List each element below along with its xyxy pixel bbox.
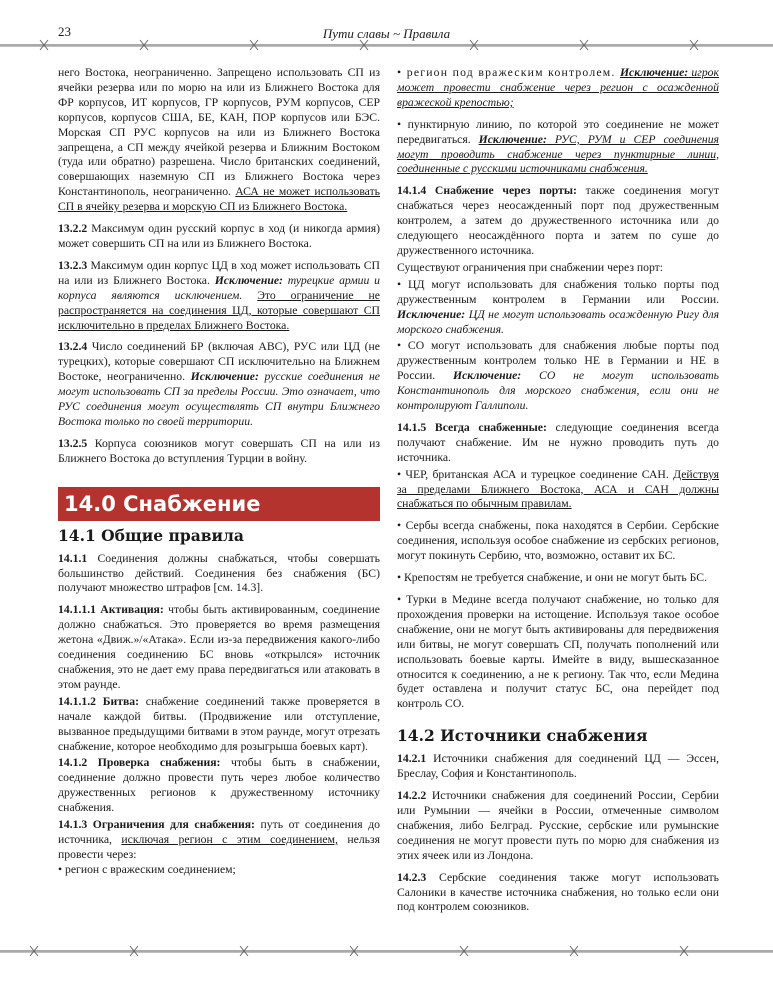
- rule-14-1-5: 14.1.5 Всегда снабженные: следующие соединения всегда получают снабжение. Им не нужно проводить путь до источника.: [397, 420, 719, 464]
- barbed-wire-bottom-divider: [0, 944, 773, 958]
- rule-14-1-3: 14.1.3 Ограничения для снабжения: путь от соединения до источника, исключая регион с этим соединением, нельзя провести через:: [58, 818, 380, 861]
- rule-13-2-4: 13.2.4 Число соединений БР (включая АВС), РУС или ЦД (не турецких), которые совершают СП исключительно на Ближнем Востоке, неограниченно. Исключение: русские соединения не могут использовать СП за пределы России. Это означает, что РУС соединения могут осуществлять СП внутри Ближнего Востока только по своей территории.: [58, 340, 380, 428]
- list-item-dotted-line: • пунктирную линию, по которой это соединение не может передвигаться. Исключение: РУС, РУМ и СЕР соединения могут проводить снабжение через пунктирные линии, соединенные с русскими источниками снабжения.: [397, 117, 719, 176]
- list-item-serbs: • Сербы всегда снабжены, пока находятся в Сербии. Сербские соединения, используя особое снабжение из сербских регионов, могут покинуть Сербию, что, возможно, оставит их БС.: [397, 519, 719, 563]
- list-item-enemy-control: • регион под вражеским контролем. Исключение: игрок может провести снабжение через регион с осажденной вражеской крепостью;: [397, 66, 719, 109]
- paragraph-13-2-1-cont: него Востока, неограниченно. Запрещено использовать СП из ячейки резерва или по морю на или из Ближнего Востока для ФР корпусов, ИТ корпусов, ГР корпусов, РУМ корпусов, СЕР корпусов, корпусов США, БЕ, КАН, ПОР корпусов или БЭС. Морская СП РУС корпусов на или из Ближнего Востока запрещена, а СП между ячейкой резерва и Ближним Востоком (туда или обратно) разрешена. Число британских соединений, совершающих наземную СП из Ближнего Востока через Константинополь, неограниченно. АСА не может использовать СП в ячейку резерва и морскую СП из Ближнего Востока.: [58, 66, 381, 214]
- rule-13-2-5: 13.2.5 Корпуса союзников могут совершать СП на или из Ближнего Востока до вступления Турции в войну.: [58, 436, 380, 465]
- subsection-title-supply-sources: 14.2 Источники снабжения: [397, 726, 648, 746]
- barbed-wire-top-divider: [0, 38, 773, 52]
- right-column: [397, 66, 719, 922]
- list-item-cp-ports: • ЦД могут использовать для снабжения только порты под дружественным контролем в Германии или России. Исключение: ЦД не могут использовать осажденную Ригу для морского снабжения.: [397, 277, 719, 336]
- rule-14-1-1-2: 14.1.1.2 Битва: снабжение соединений также проверяется в начале каждой битвы. (Продвижение или отступление, вызванное предыдущими битвами в этом раунде, могут отрезать снабжение, которое необходимо для розыгрыша боевых карт).: [58, 694, 381, 753]
- left-column: [58, 66, 380, 878]
- list-item-ap-ports: • СО могут использовать для снабжения любые порты под дружественным контролем только НЕ в Германии и НЕ в России. Исключение: СО не могут использовать Константинополь для морского снабжения, если они не контролируют Галлиполи.: [397, 339, 719, 413]
- port-restrictions-intro: Существуют ограничения при снабжении через порт:: [397, 260, 664, 274]
- subsection-title-general-rules: 14.1 Общие правила: [58, 525, 244, 545]
- rule-13-2-2: 13.2.2 Максимум один русский корпус в ход (и никогда армия) может совершить СП на или из Ближнего Востока.: [58, 222, 380, 250]
- list-item-always-supplied-units: • ЧЕР, британская АСА и турецкое соединение САН. Действуя за пределами Ближнего Востока, АСА и САН должны снабжаться по обычным правилам.: [397, 467, 719, 511]
- list-item-enemy-unit: • регион с вражеским соединением;: [58, 862, 236, 876]
- rule-13-2-3: 13.2.3 Максимум один корпус ЦД в ход может использовать СП на или из Ближнего Востока. Исключение: турецкие армии и корпуса являются исключением. Это ограничение не распространяется на соединения ЦД, которые совершают СП исключительно в пределах Ближнего Востока.: [58, 258, 380, 332]
- section-banner-supply: 14.0 Снабжение: [58, 487, 380, 521]
- list-item-forts: • Крепостям не требуется снабжение, и они не могут быть БС.: [397, 571, 707, 585]
- list-item-medina: • Турки в Медине всегда получают снабжение, но только для прохождения проверки на истощение. Используя такое особое снабжение, они не могут быть активированы для передвижения или битвы, не могут совершать СП, получать пополнений или использовать боевые карты. Имейте в виду, вышесказанное относится к соединению, а не к региону. Так что, если Медина будет оставлена и получит статус БС, она перейдет под контроль СО.: [397, 593, 719, 711]
- rule-14-2-2: 14.2.2 Источники снабжения для соединений России, Сербии или Румынии — ячейки в России, отмеченные символом снабжения, либо Белград. Русские, сербские или румынские соединения не могут провести путь по морю для снабжения из этих ячеек или из Лондона.: [397, 789, 719, 862]
- rule-14-2-1: 14.2.1 Источники снабжения для соединений ЦД — Эссен, Бреслау, София и Константинополь.: [397, 752, 719, 781]
- page-number: 23: [58, 24, 71, 39]
- rule-14-1-1-1: 14.1.1.1 Активация: чтобы быть активированным, соединение должно снабжаться. Это проверяется во время размещения жетона «Движ.»/«Атака». Если из-за передвижения какого-либо соединения соединению БС вновь «открылся» источник снабжения, это не дает ему права передвигаться или атаковать в этом раунде.: [58, 603, 380, 691]
- rule-14-1-1: 14.1.1 Соединения должны снабжаться, чтобы совершать большинство действий. Соединения без снабжения (БС) получают множество штрафов [см. 14.3].: [58, 551, 380, 595]
- running-header-title: Пути славы ~ Правила: [322, 26, 451, 41]
- rule-14-1-2: 14.1.2 Проверка снабжения: чтобы быть в снабжении, соединение должно провести путь через любое количество дружественных регионов к дружественному источнику снабжения.: [58, 756, 380, 815]
- rule-14-1-4: 14.1.4 Снабжение через порты: также соединения могут снабжаться через неосажденный порт под дружественным контролем, а затем до дружественного источника или до следующего неосаждённого порта и затем по суше до дружественного источника.: [397, 184, 719, 257]
- rule-14-2-3: 14.2.3 Сербские соединения также могут использовать Салоники в качестве источника снабжения, но только если они под контролем союзников.: [397, 870, 719, 914]
